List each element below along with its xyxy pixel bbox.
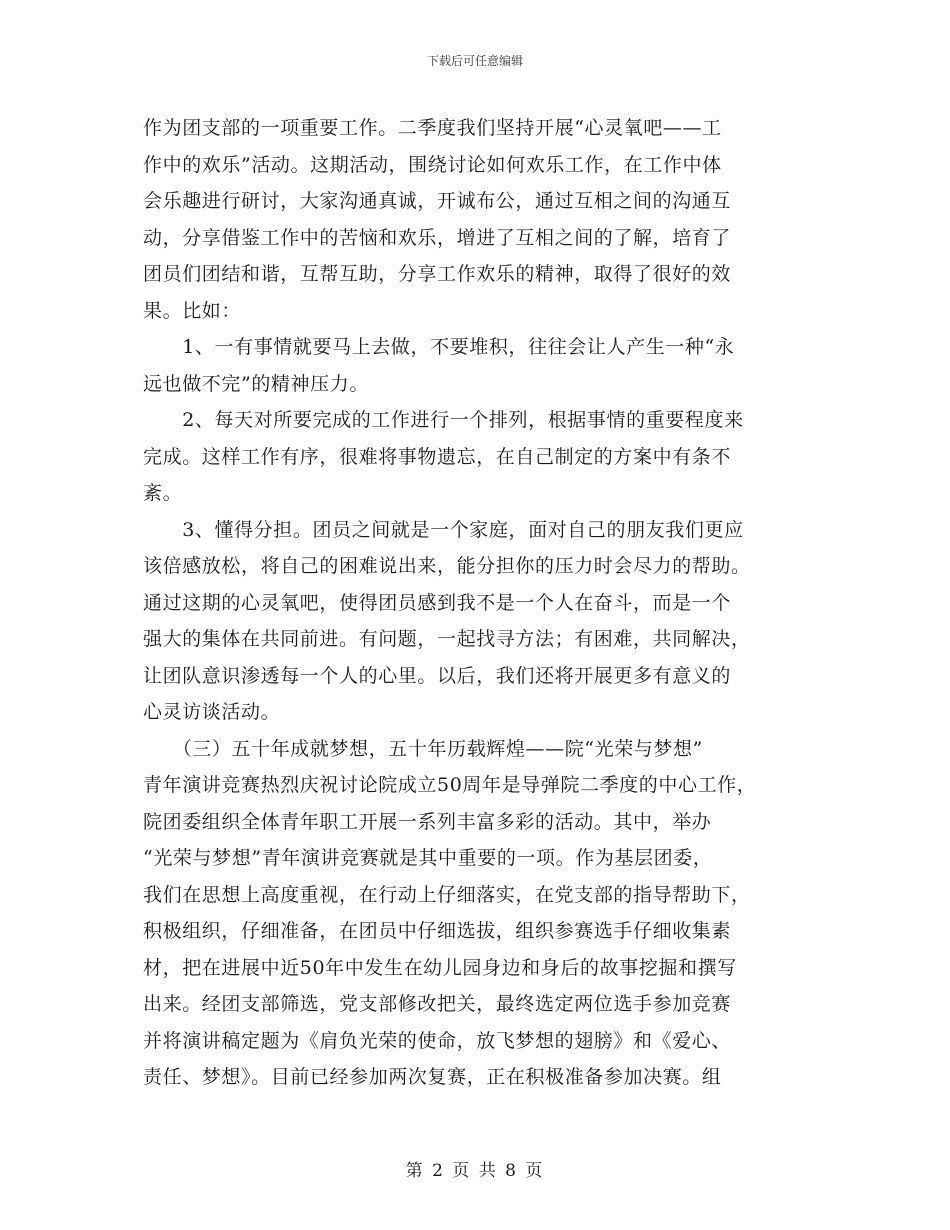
page-footer: 第 2 页 共 8 页 — [405, 1161, 545, 1181]
text-line: 心灵访谈活动。 — [143, 701, 281, 723]
text-line: 强大的集体在共同前进。有问题，一起找寻方法；有困难，共同解决， — [143, 628, 751, 650]
text-line: 1、一有事情就要马上去做，不要堆积，往往会让人产生一种“永 — [143, 336, 735, 358]
text-line: 通过这期的心灵氧吧，使得团员感到我不是一个人在奋斗，而是一个 — [143, 591, 732, 614]
text-line: 让团队意识渗透每一个人的心里。以后，我们还将开展更多有意义的 — [143, 664, 732, 687]
text-line: 我们在思想上高度重视，在行动上仔细落实，在党支部的指导帮助下， — [143, 883, 751, 906]
text-line: 紊。 — [143, 482, 183, 504]
text-line: 远也做不完”的精神压力。 — [143, 372, 369, 395]
text-line: 团员们团结和谐，互帮互助，分享工作欢乐的精神，取得了很好的效 — [143, 263, 732, 285]
text-line: 2、每天对所要完成的工作进行一个排列，根据事情的重要程度来 — [143, 409, 744, 431]
text-line: 并将演讲稿定题为《肩负光荣的使命，放飞梦想的翅膀》和《爱心、 — [143, 1029, 732, 1052]
text-line: 青年演讲竞赛热烈庆祝讨论院成立50周年是导弹院二季度的中心工作， — [143, 774, 757, 796]
text-line: 完成。这样工作有序，很难将事物遗忘，在自己制定的方案中有条不 — [143, 445, 732, 468]
text-line: 果。比如： — [143, 299, 242, 322]
text-line: 材，把在进展中近50年中发生在幼儿园身边和身后的故事挖掘和撰写 — [143, 956, 737, 979]
text-line: 作为团支部的一项重要工作。二季度我们坚持开展“心灵氧吧——工 — [143, 117, 722, 139]
text-line: 动，分享借鉴工作中的苦恼和欢乐，增进了互相之间的了解，培育了 — [143, 226, 732, 249]
text-line: 院团委组织全体青年职工开展一系列丰富多彩的活动。其中，举办 — [143, 810, 712, 833]
text-line: 3、懂得分担。团员之间就是一个家庭，面对自己的朋友我们更应 — [143, 518, 744, 541]
text-line: 责任、梦想》。目前已经参加两次复赛，正在积极准备参加决赛。组 — [143, 1066, 722, 1088]
text-line: “光荣与梦想”青年演讲竞赛就是其中重要的一项。作为基层团委， — [143, 847, 713, 869]
text-line: 积极组织，仔细准备，在团员中仔细选拔，组织参赛选手仔细收集素 — [143, 920, 732, 942]
document-body — [143, 110, 805, 1096]
text-line: （三）五十年成就梦想，五十年历载辉煌——院“光荣与梦想” — [143, 737, 703, 760]
text-line: 作中的欢乐”活动。这期活动，围绕讨论如何欢乐工作，在工作中体 — [143, 153, 722, 176]
text-line: 会乐趣进行研讨，大家沟通真诚，开诚布公，通过互相之间的沟通互 — [143, 190, 732, 212]
text-line: 该倍感放松，将自己的困难说出来，能分担你的压力时会尽力的帮助。 — [143, 555, 751, 577]
text-line: 出来。经团支部筛选，党支部修改把关，最终选定两位选手参加竞赛 — [143, 993, 732, 1015]
page-header: 下载后可任意编辑 — [426, 54, 523, 68]
